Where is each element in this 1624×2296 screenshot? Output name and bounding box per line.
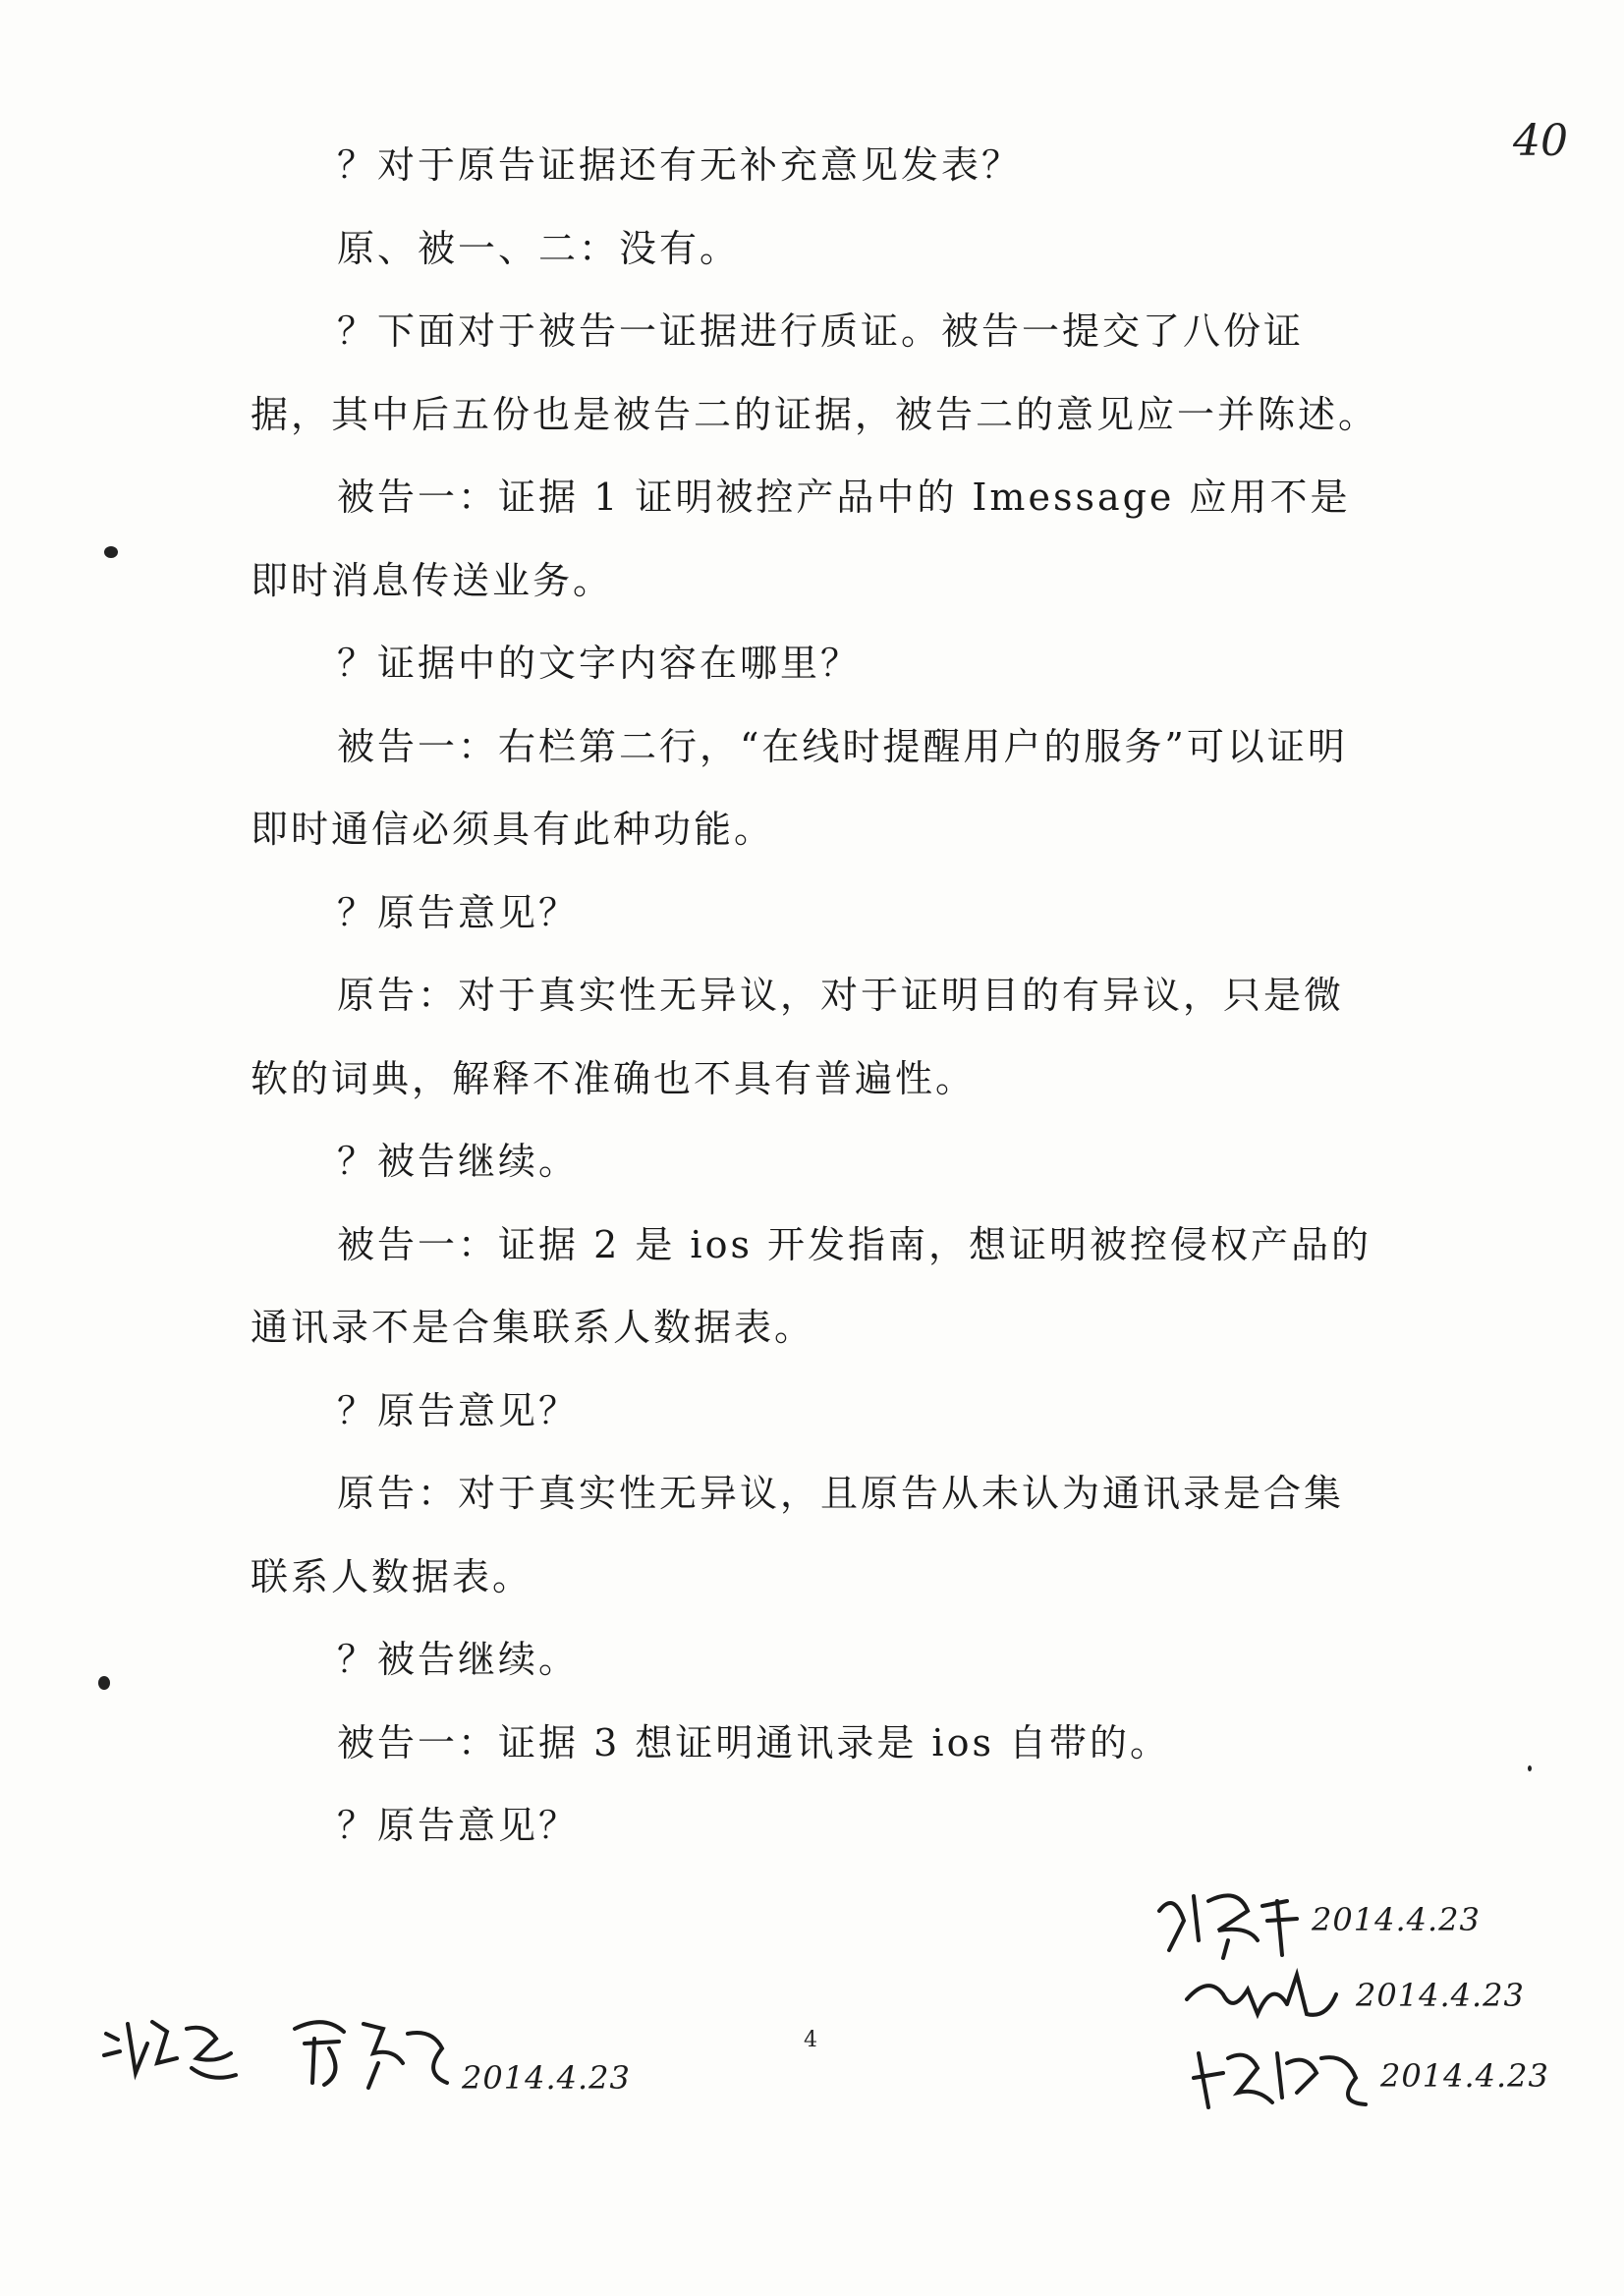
signature-left-1 [98,2004,246,2093]
signature-left-2 [285,2004,452,2093]
paragraph: 被告一：右栏第二行，“在线时提醒用户的服务”可以证明即时通信必须具有此种功能。 [251,724,1348,851]
paragraph: ？被告继续。 [337,1638,580,1681]
paragraph: ？原告意见？ [337,1388,580,1432]
paragraph: 原、被一、二：没有。 [337,226,741,270]
paragraph: ？对于原告证据还有无补充意见发表？ [337,143,1023,187]
paragraph: 被告一：证据 1 证明被控产品中的 Imessage 应用不是即时消息传送业务。 [251,476,1351,602]
paragraph: ？证据中的文字内容在哪里？ [337,642,862,685]
signature-right-date-2: 2014.4.23 [1356,1977,1525,2014]
transcript-body [251,124,1380,1868]
paragraph: 被告一：证据 3 想证明通讯录是 ios 自带的。 [337,1720,1171,1764]
paragraph: ？下面对于被告一证据进行质证。被告一提交了八份证据，其中后五份也是被告二的证据，被告二的意见应一并陈述。 [251,309,1379,436]
page-number: 4 [804,2028,817,2052]
scan-speck [98,1676,110,1690]
signature-right-1 [1149,1881,1316,1960]
signature-right-date-3: 2014.4.23 [1380,2057,1549,2095]
signature-right-2 [1179,1960,1346,2029]
signature-left-date: 2014.4.23 [462,2059,631,2097]
signature-right-date-1: 2014.4.23 [1312,1901,1481,1938]
paragraph: ？被告继续。 [337,1140,580,1183]
page-mark: 40 [1513,116,1568,166]
signature-right-3 [1189,2034,1375,2112]
scan-speck [104,546,118,558]
paragraph: ？原告意见？ [337,1804,580,1847]
paragraph: ？原告意见？ [337,890,580,934]
paragraph: 原告：对于真实性无异议，且原告从未认为通讯录是合集联系人数据表。 [251,1472,1345,1598]
scan-speck [1528,1765,1532,1771]
paragraph: 被告一：证据 2 是 ios 开发指南，想证明被控侵权产品的通讯录不是合集联系人数据表。 [251,1222,1372,1349]
paragraph: 原告：对于真实性无异议，对于证明目的有异议，只是微软的词典，解释不准确也不具有普遍性。 [251,974,1345,1100]
